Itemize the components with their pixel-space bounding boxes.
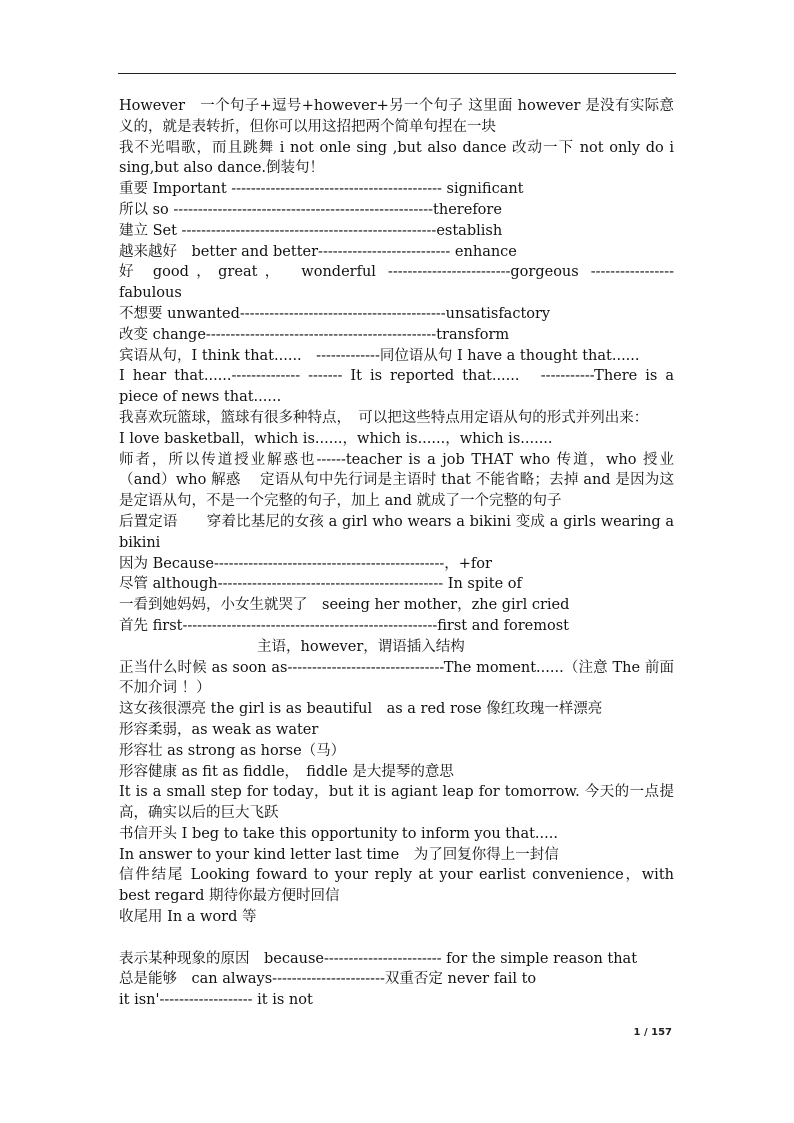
text-line: 不想要 unwanted------------------------------------------unsatisfactory [119, 305, 551, 322]
text-line: 收尾用 In a word 等 [119, 909, 257, 926]
text-line: It is a small step for today，but it is agiant leap for tomorrow. 今天的一点提高，确实以后的巨大飞跃 [119, 784, 674, 822]
text-line: 尽管 although---------------------------------------------- In spite of [119, 576, 522, 593]
text-line: 重要 Important ------------------------------------------- significant [119, 181, 524, 198]
text-line: 师者，所以传道授业解惑也------teacher is a job THAT who 传道，who 授业（and）who 解惑 定语从句中先行词是主语时 that 不能省略；去掉 and 是因为这是定语从句，不是一个完整的句子，加上 and 就成了一个完整的句子 [119, 451, 674, 510]
text-line: 因为 Because-----------------------------------------------，+for [119, 555, 492, 572]
header-rule [118, 73, 676, 74]
text-line: 宾语从句，I think that...... -------------同位语从句 I have a thought that...... [119, 347, 640, 364]
text-line: 一看到她妈妈，小女生就哭了 seeing her mother，zhe girl cried [119, 597, 570, 614]
text-line: 后置定语 穿着比基尼的女孩 a girl who wears a bikini 变成 a girls wearing a bikini [119, 513, 674, 551]
page-number: 1 / 157 [633, 1027, 672, 1038]
text-line: 总是能够 can always-----------------------双重否定 never fail to [119, 971, 537, 988]
text-line: 形容壮 as strong as horse（马） [119, 742, 346, 759]
text-line: 改变 change-----------------------------------------------transform [119, 326, 510, 343]
text-line: 所以 so -----------------------------------------------------therefore [119, 201, 502, 218]
text-line: 形容柔弱，as weak as water [119, 721, 319, 738]
text-line: 正当什么时候 as soon as--------------------------------The moment......（注意 The 前面不加介词 ！） [119, 659, 674, 697]
text-line: 书信开头 I beg to take this opportunity to inform you that..... [119, 825, 558, 842]
text-line: 建立 Set ----------------------------------------------------establish [119, 222, 503, 239]
text-line: 我喜欢玩篮球，篮球有很多种特点， 可以把这些特点用定语从句的形式并列出来： [119, 409, 649, 426]
text-line: 主语，however，谓语插入结构 [257, 638, 465, 655]
text-line: 首先 first----------------------------------------------------first and foremost [119, 617, 569, 634]
text-line: 我不光唱歌，而且跳舞 i not onle sing ,but also dance 改动一下 not only do i sing,but also dance.倒装句！ [119, 139, 674, 177]
text-line: it isn'------------------- it is not [119, 992, 313, 1009]
text-line: 表示某种现象的原因 because------------------------ for the simple reason that [119, 950, 638, 967]
text-line: 越来越好 better and better--------------------------- enhance [119, 243, 517, 260]
text-line: 信件结尾 Looking foward to your reply at your earlist convenience，with best regard 期待你最方便时回信 [119, 867, 674, 905]
text-line: 形容健康 as fit as fiddle， fiddle 是大提琴的意思 [119, 763, 454, 780]
text-line: 好 good，great， wonderful -------------------------gorgeous ----------------- fabulous [119, 264, 674, 302]
text-line: However 一个句子+逗号+however+另一个句子 这里面 however 是没有实际意义的，就是表转折，但你可以用这招把两个简单句捏在一块 [119, 98, 674, 135]
text-line: In answer to your kind letter last time 为了回复你得上一封信 [119, 846, 559, 863]
text-line: 这女孩很漂亮 the girl is as beautiful as a red rose 像红玫瑰一样漂亮 [119, 701, 603, 718]
document-body [119, 96, 674, 1011]
text-line: I love basketball，which is......，which is......，which is....... [119, 430, 553, 447]
blank-line [119, 928, 674, 949]
text-line: I hear that......-------------- ------- It is reported that...... -----------There is a piece of news that...... [119, 368, 674, 406]
